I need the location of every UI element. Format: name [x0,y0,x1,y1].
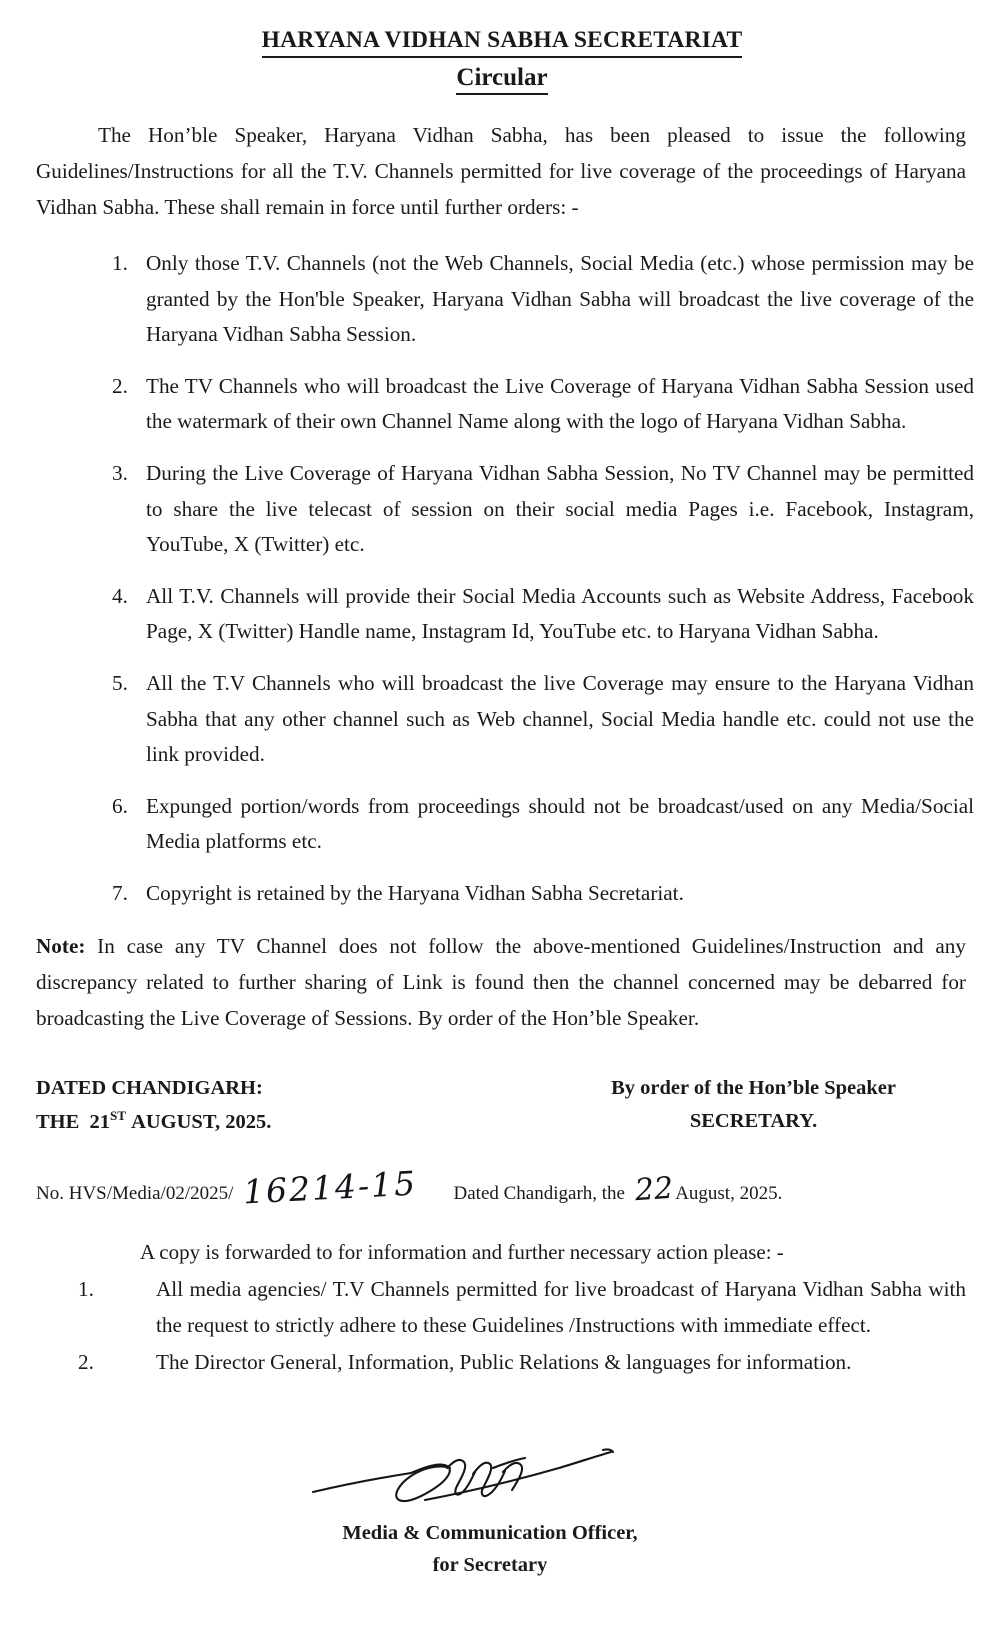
dated-place-block [36,1072,271,1139]
guideline-item [108,579,974,650]
forwarded-intro: A copy is forwarded to for information and further necessary action please: - [140,1240,784,1265]
secretary-designation: SECRETARY. [689,1109,818,1132]
forwarded-text: All media agencies/ T.V Channels permitted for live broadcast of Haryana Vidhan Sabha with the request to strictly adhere to these Guidelines /Instructions with immediate effect. [156,1277,966,1337]
dated-date-line [36,1105,271,1139]
guideline-item [108,246,974,353]
guideline-text: Copyright is retained by the Haryana Vidhan Sabha Secretariat. [146,881,684,906]
guideline-text: All T.V. Channels will provide their Social Media Accounts such as Website Address, Facebook Page, X (Twitter) Handle name, Instagram Id, YouTube etc. to Haryana Vidhan Sabha. [146,583,974,644]
guidelines-list [108,246,974,912]
forwarded-text: The Director General, Information, Public Relations & languages for information. [156,1350,852,1375]
forwarded-item [78,1272,966,1343]
guideline-text: The TV Channels who will broadcast the Live Coverage of Haryana Vidhan Sabha Session used the watermark of their own Channel Name along with the logo of Haryana Vidhan Sabha. [146,373,974,434]
guideline-number: 7. [112,881,128,906]
date-month-year: AUGUST, 2025. [131,1110,272,1133]
note-label: Note: [36,933,86,958]
handwritten-date-day: 22 [633,1170,675,1209]
footer-signature-block [0,1438,1004,1582]
circular-document [0,26,1004,1626]
guideline-item [108,789,974,860]
guideline-item [108,456,974,563]
document-header [0,26,1004,95]
reference-number-line [36,1165,968,1211]
organization-title: HARYANA VIDHAN SABHA SECRETARIAT [262,26,743,58]
guideline-number: 3. [112,460,128,485]
guideline-item [108,369,974,440]
note-paragraph [36,928,966,1036]
handwritten-signature-icon [307,1438,637,1516]
the-label: THE [36,1110,80,1133]
document-body [36,117,966,225]
forwarded-item [78,1345,966,1381]
forwarded-number: 2. [78,1350,94,1375]
officer-subtitle: for Secretary [432,1554,548,1577]
reference-dated-label: Dated Chandigarh, the [453,1183,625,1205]
guideline-number: 1. [112,250,128,275]
guideline-item [108,876,974,912]
guideline-text: Only those T.V. Channels (not the Web Channels, Social Media (etc.) whose permission may be granted by the Hon'ble Speaker, Haryana Vidhan Sabha will broadcast the live coverage of the Haryana Vidhan Sabha Session. [146,250,974,347]
guideline-text: During the Live Coverage of Haryana Vidhan Sabha Session, No TV Channel may be permitted to share the live telecast of session on their social media Pages i.e. Facebook, Instagram, YouTube, X (Twitter) etc. [146,460,974,557]
guideline-text: Expunged portion/words from proceedings should not be broadcast/used on any Media/Social Media platforms etc. [146,793,974,854]
by-order-block [611,1072,896,1138]
by-order-label: By order of the Hon’ble Speaker [611,1076,896,1099]
signature-image-holder [0,1438,1004,1516]
guideline-number: 2. [112,373,128,398]
officer-title: Media & Communication Officer, [342,1522,638,1545]
guideline-number: 6. [112,793,128,818]
reference-number-label: No. HVS/Media/02/2025/ [36,1183,234,1205]
forwarded-list [78,1272,966,1381]
dated-place: DATED CHANDIGARH: [36,1076,263,1099]
guideline-item [108,666,974,773]
guideline-text: All the T.V Channels who will broadcast the live Coverage may ensure to the Haryana Vidhan Sabha that any other channel such as Web channel, Social Media handle etc. could not use the link provided. [146,671,974,767]
handwritten-reference-number: 16214-15 [242,1163,419,1212]
intro-paragraph: The Hon’ble Speaker, Haryana Vidhan Sabha, has been pleased to issue the following Guidelines/Instructions for all the T.V. Channels permitted for live coverage of the proceedings of Haryana Vidhan Sabha. These shall remain in force until further orders: - [36,122,966,219]
date-and-order-block [36,1072,968,1139]
note-text: In case any TV Channel does not follow the above-mentioned Guidelines/Instruction and any discrepancy related to further sharing of Link is found then the channel concerned may be debarred for broadcasting the Live Coverage of Sessions. By order of the Hon’ble Speaker. [36,933,966,1030]
date-day: 21 [89,1110,111,1133]
date-day-suffix: ST [110,1107,126,1123]
guideline-number: 5. [112,671,128,696]
reference-dated-rest: August, 2025. [675,1183,783,1205]
document-type-heading: Circular [456,63,547,95]
guideline-number: 4. [112,583,128,608]
forwarded-number: 1. [78,1277,94,1302]
